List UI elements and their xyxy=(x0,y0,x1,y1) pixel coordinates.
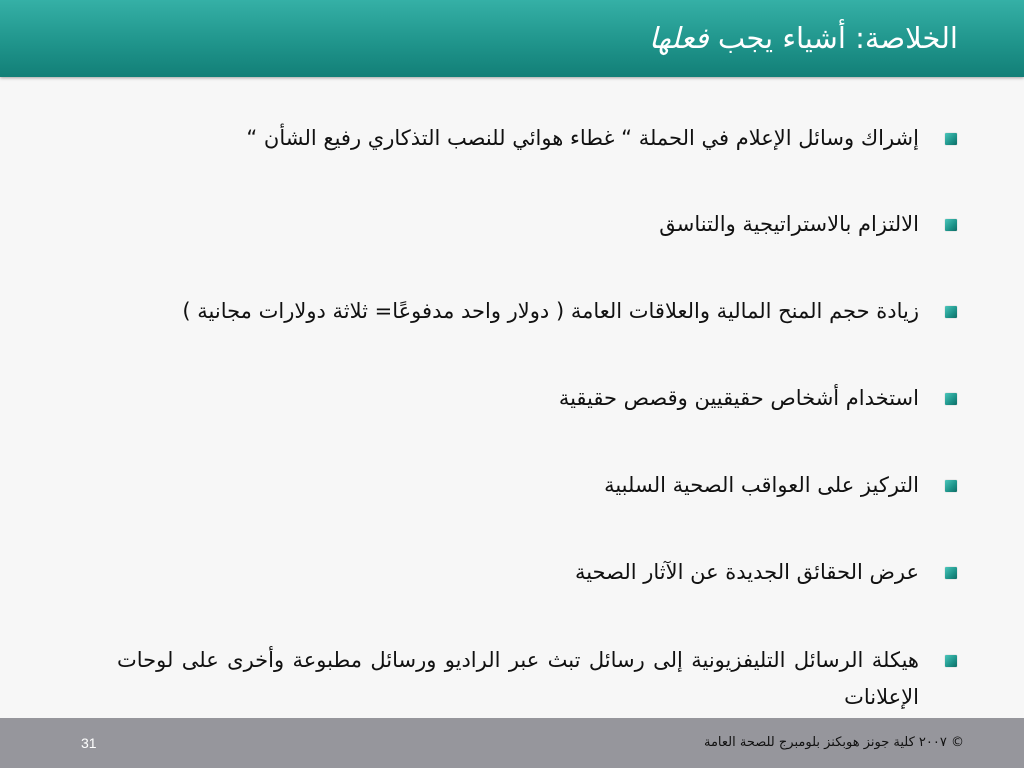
square-bullet-icon xyxy=(945,133,957,145)
bullet-text: عرض الحقائق الجديدة عن الآثار الصحية xyxy=(574,560,919,584)
square-bullet-icon xyxy=(945,306,957,318)
bullet-item xyxy=(117,642,957,716)
footer-bar xyxy=(0,718,1024,768)
bullet-text: استخدام أشخاص حقيقيين وقصص حقيقية xyxy=(558,386,919,410)
slide-title-emphasis: فعلها xyxy=(648,21,709,55)
bullet-item xyxy=(117,120,957,157)
square-bullet-icon xyxy=(945,655,957,667)
title-bar xyxy=(0,0,1024,77)
bullet-item xyxy=(117,206,957,243)
bullet-item xyxy=(117,293,957,330)
bullet-item xyxy=(117,554,957,591)
bullet-text: إشراك وسائل الإعلام في الحملة “ غطاء هوائي للنصب التذكاري رفيع الشأن “ xyxy=(246,126,919,150)
slide-content xyxy=(0,77,1024,718)
slide-title-main: الخلاصة: أشياء يجب xyxy=(708,21,958,55)
square-bullet-icon xyxy=(945,480,957,492)
page-number: 31 xyxy=(81,735,97,751)
slide-title xyxy=(649,16,958,60)
bullet-item xyxy=(117,467,957,504)
bullet-text: الالتزام بالاستراتيجية والتناسق xyxy=(659,212,919,236)
square-bullet-icon xyxy=(945,393,957,405)
square-bullet-icon xyxy=(945,219,957,231)
footer-copyright: © ٢٠٠٧ كلية جونز هوبكنز بلومبرج للصحة العامة xyxy=(704,735,964,750)
bullet-text: التركيز على العواقب الصحية السلبية xyxy=(604,473,919,497)
square-bullet-icon xyxy=(945,567,957,579)
bullet-item xyxy=(117,380,957,417)
bullet-text: زيادة حجم المنح المالية والعلاقات العامة ( دولار واحد مدفوعًا= ثلاثة دولارات مجانية ) xyxy=(182,299,919,323)
bullet-text: هيكلة الرسائل التليفزيونية إلى رسائل تبث عبر الراديو ورسائل مطبوعة وأخرى على لوحات الإعلانات xyxy=(117,648,919,709)
